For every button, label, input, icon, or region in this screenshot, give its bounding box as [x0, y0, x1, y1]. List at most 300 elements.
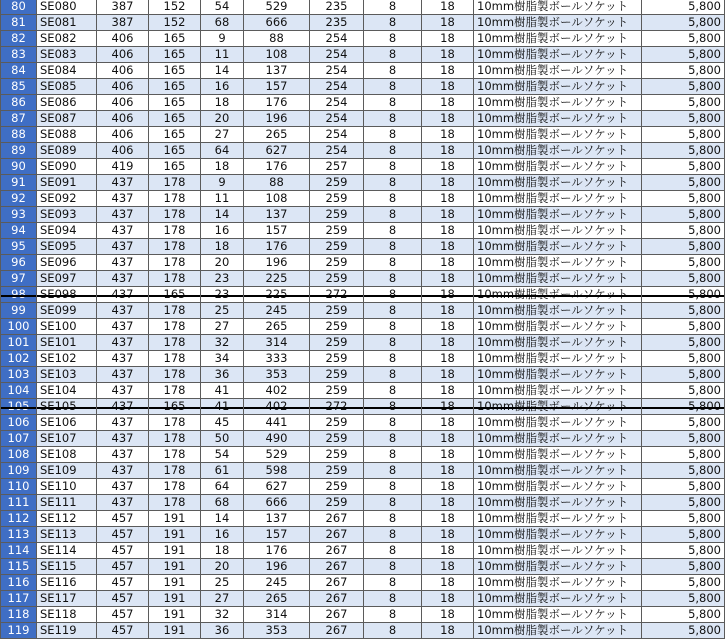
value-cell-a: 406: [97, 63, 149, 79]
product-code-cell: SE081: [37, 15, 97, 31]
value-cell-a: 437: [97, 399, 149, 415]
product-code-cell: SE086: [37, 95, 97, 111]
value-cell-c: 23: [201, 287, 244, 303]
value-cell-f: 8: [364, 223, 422, 239]
value-cell-d: 265: [244, 127, 310, 143]
value-cell-d: 245: [244, 575, 310, 591]
product-name-cell: 10mm樹脂製ボールソケット: [474, 0, 642, 15]
value-cell-a: 437: [97, 335, 149, 351]
value-cell-a: 437: [97, 415, 149, 431]
value-cell-b: 191: [149, 559, 201, 575]
value-cell-e: 272: [310, 287, 364, 303]
value-cell-a: 437: [97, 383, 149, 399]
value-cell-c: 68: [201, 15, 244, 31]
value-cell-d: 402: [244, 383, 310, 399]
value-cell-e: 267: [310, 623, 364, 639]
price-cell: 5,800: [642, 255, 725, 271]
product-code-cell: SE103: [37, 367, 97, 383]
product-code-cell: SE087: [37, 111, 97, 127]
value-cell-c: 23: [201, 271, 244, 287]
value-cell-a: 437: [97, 287, 149, 303]
price-cell: 5,800: [642, 575, 725, 591]
value-cell-c: 20: [201, 255, 244, 271]
value-cell-a: 437: [97, 175, 149, 191]
row-number: 96: [1, 255, 37, 271]
product-name-cell: 10mm樹脂製ボールソケット: [474, 159, 642, 175]
value-cell-c: 20: [201, 111, 244, 127]
value-cell-f: 8: [364, 431, 422, 447]
value-cell-f: 8: [364, 287, 422, 303]
product-name-cell: 10mm樹脂製ボールソケット: [474, 383, 642, 399]
table-body: [1, 0, 725, 639]
value-cell-f: 8: [364, 63, 422, 79]
row-number: 94: [1, 223, 37, 239]
value-cell-b: 178: [149, 319, 201, 335]
value-cell-c: 54: [201, 447, 244, 463]
product-name-cell: 10mm樹脂製ボールソケット: [474, 591, 642, 607]
table-row: [1, 543, 725, 559]
value-cell-b: 191: [149, 527, 201, 543]
value-cell-g: 18: [422, 623, 474, 639]
value-cell-b: 191: [149, 591, 201, 607]
value-cell-e: 259: [310, 271, 364, 287]
value-cell-e: 272: [310, 399, 364, 415]
row-number: 105: [1, 399, 37, 415]
table-row: [1, 367, 725, 383]
value-cell-f: 8: [364, 575, 422, 591]
value-cell-c: 9: [201, 175, 244, 191]
value-cell-g: 18: [422, 319, 474, 335]
product-name-cell: 10mm樹脂製ボールソケット: [474, 623, 642, 639]
product-code-cell: SE104: [37, 383, 97, 399]
product-code-cell: SE093: [37, 207, 97, 223]
price-cell: 5,800: [642, 303, 725, 319]
value-cell-b: 178: [149, 447, 201, 463]
product-name-cell: 10mm樹脂製ボールソケット: [474, 287, 642, 303]
table-row: [1, 383, 725, 399]
value-cell-c: 18: [201, 95, 244, 111]
product-name-cell: 10mm樹脂製ボールソケット: [474, 271, 642, 287]
row-number: 103: [1, 367, 37, 383]
product-code-cell: SE113: [37, 527, 97, 543]
value-cell-g: 18: [422, 591, 474, 607]
product-name-cell: 10mm樹脂製ボールソケット: [474, 559, 642, 575]
table-row: [1, 463, 725, 479]
value-cell-g: 18: [422, 431, 474, 447]
product-name-cell: 10mm樹脂製ボールソケット: [474, 495, 642, 511]
value-cell-b: 178: [149, 239, 201, 255]
value-cell-e: 259: [310, 463, 364, 479]
value-cell-a: 457: [97, 575, 149, 591]
value-cell-f: 8: [364, 111, 422, 127]
value-cell-a: 457: [97, 623, 149, 639]
row-number: 101: [1, 335, 37, 351]
value-cell-a: 419: [97, 159, 149, 175]
value-cell-c: 25: [201, 303, 244, 319]
value-cell-e: 259: [310, 367, 364, 383]
value-cell-d: 137: [244, 207, 310, 223]
value-cell-g: 18: [422, 495, 474, 511]
value-cell-c: 9: [201, 31, 244, 47]
product-code-cell: SE096: [37, 255, 97, 271]
product-name-cell: 10mm樹脂製ボールソケット: [474, 143, 642, 159]
product-name-cell: 10mm樹脂製ボールソケット: [474, 463, 642, 479]
value-cell-g: 18: [422, 527, 474, 543]
price-cell: 5,800: [642, 543, 725, 559]
price-cell: 5,800: [642, 335, 725, 351]
product-name-cell: 10mm樹脂製ボールソケット: [474, 15, 642, 31]
value-cell-c: 11: [201, 47, 244, 63]
value-cell-e: 259: [310, 431, 364, 447]
value-cell-e: 267: [310, 575, 364, 591]
price-cell: 5,800: [642, 319, 725, 335]
value-cell-g: 18: [422, 255, 474, 271]
table-row: [1, 495, 725, 511]
value-cell-g: 18: [422, 79, 474, 95]
row-number: 83: [1, 47, 37, 63]
product-code-cell: SE084: [37, 63, 97, 79]
value-cell-g: 18: [422, 575, 474, 591]
value-cell-f: 8: [364, 527, 422, 543]
row-number: 92: [1, 191, 37, 207]
value-cell-c: 41: [201, 383, 244, 399]
product-code-cell: SE101: [37, 335, 97, 351]
row-number: 110: [1, 479, 37, 495]
value-cell-a: 437: [97, 351, 149, 367]
row-number: 82: [1, 31, 37, 47]
product-code-cell: SE119: [37, 623, 97, 639]
value-cell-b: 178: [149, 271, 201, 287]
value-cell-f: 8: [364, 127, 422, 143]
value-cell-d: 137: [244, 63, 310, 79]
value-cell-g: 18: [422, 367, 474, 383]
value-cell-f: 8: [364, 383, 422, 399]
value-cell-g: 18: [422, 543, 474, 559]
value-cell-e: 259: [310, 319, 364, 335]
product-code-cell: SE097: [37, 271, 97, 287]
product-code-cell: SE082: [37, 31, 97, 47]
value-cell-a: 406: [97, 127, 149, 143]
value-cell-e: 267: [310, 591, 364, 607]
price-cell: 5,800: [642, 399, 725, 415]
value-cell-a: 406: [97, 143, 149, 159]
table-row: [1, 287, 725, 303]
value-cell-g: 18: [422, 303, 474, 319]
row-number: 116: [1, 575, 37, 591]
value-cell-f: 8: [364, 607, 422, 623]
price-cell: 5,800: [642, 95, 725, 111]
table-row: [1, 511, 725, 527]
product-name-cell: 10mm樹脂製ボールソケット: [474, 335, 642, 351]
table-row: [1, 175, 725, 191]
value-cell-c: 36: [201, 623, 244, 639]
price-cell: 5,800: [642, 495, 725, 511]
table-row: [1, 479, 725, 495]
value-cell-f: 8: [364, 623, 422, 639]
price-cell: 5,800: [642, 287, 725, 303]
table-row: [1, 271, 725, 287]
value-cell-d: 157: [244, 527, 310, 543]
value-cell-a: 437: [97, 303, 149, 319]
row-number: 107: [1, 431, 37, 447]
value-cell-d: 666: [244, 15, 310, 31]
value-cell-b: 178: [149, 463, 201, 479]
table-row: [1, 239, 725, 255]
value-cell-g: 18: [422, 223, 474, 239]
value-cell-g: 18: [422, 143, 474, 159]
product-code-cell: SE110: [37, 479, 97, 495]
value-cell-b: 178: [149, 367, 201, 383]
product-code-cell: SE114: [37, 543, 97, 559]
value-cell-e: 267: [310, 607, 364, 623]
value-cell-a: 457: [97, 527, 149, 543]
row-number: 87: [1, 111, 37, 127]
value-cell-c: 61: [201, 463, 244, 479]
value-cell-d: 157: [244, 79, 310, 95]
row-number: 91: [1, 175, 37, 191]
table-row: [1, 0, 725, 15]
value-cell-c: 14: [201, 63, 244, 79]
row-number: 102: [1, 351, 37, 367]
table-row: [1, 159, 725, 175]
value-cell-g: 18: [422, 63, 474, 79]
product-code-cell: SE112: [37, 511, 97, 527]
table-row: [1, 191, 725, 207]
price-cell: 5,800: [642, 511, 725, 527]
value-cell-f: 8: [364, 271, 422, 287]
product-code-cell: SE094: [37, 223, 97, 239]
product-name-cell: 10mm樹脂製ボールソケット: [474, 47, 642, 63]
table-row: [1, 335, 725, 351]
product-code-cell: SE106: [37, 415, 97, 431]
value-cell-c: 27: [201, 591, 244, 607]
product-code-cell: SE083: [37, 47, 97, 63]
price-cell: 5,800: [642, 15, 725, 31]
value-cell-f: 8: [364, 239, 422, 255]
table-row: [1, 47, 725, 63]
value-cell-b: 178: [149, 351, 201, 367]
product-name-cell: 10mm樹脂製ボールソケット: [474, 239, 642, 255]
value-cell-d: 176: [244, 159, 310, 175]
value-cell-a: 406: [97, 95, 149, 111]
row-number: 100: [1, 319, 37, 335]
value-cell-c: 50: [201, 431, 244, 447]
product-code-cell: SE080: [37, 0, 97, 15]
value-cell-b: 191: [149, 575, 201, 591]
price-cell: 5,800: [642, 607, 725, 623]
price-cell: 5,800: [642, 79, 725, 95]
value-cell-d: 666: [244, 495, 310, 511]
value-cell-e: 254: [310, 79, 364, 95]
value-cell-f: 8: [364, 495, 422, 511]
value-cell-e: 259: [310, 223, 364, 239]
value-cell-b: 165: [149, 127, 201, 143]
value-cell-b: 178: [149, 495, 201, 511]
row-number: 99: [1, 303, 37, 319]
value-cell-d: 627: [244, 143, 310, 159]
row-number: 117: [1, 591, 37, 607]
value-cell-c: 36: [201, 367, 244, 383]
value-cell-f: 8: [364, 255, 422, 271]
product-code-cell: SE118: [37, 607, 97, 623]
price-cell: 5,800: [642, 463, 725, 479]
value-cell-a: 437: [97, 255, 149, 271]
table-row: [1, 319, 725, 335]
value-cell-d: 176: [244, 95, 310, 111]
row-number: 98: [1, 287, 37, 303]
value-cell-f: 8: [364, 175, 422, 191]
value-cell-d: 265: [244, 319, 310, 335]
product-name-cell: 10mm樹脂製ボールソケット: [474, 207, 642, 223]
value-cell-g: 18: [422, 335, 474, 351]
price-cell: 5,800: [642, 527, 725, 543]
value-cell-f: 8: [364, 15, 422, 31]
product-name-cell: 10mm樹脂製ボールソケット: [474, 431, 642, 447]
value-cell-c: 16: [201, 527, 244, 543]
value-cell-e: 254: [310, 95, 364, 111]
value-cell-e: 259: [310, 479, 364, 495]
value-cell-d: 176: [244, 543, 310, 559]
value-cell-g: 18: [422, 207, 474, 223]
value-cell-f: 8: [364, 415, 422, 431]
product-name-cell: 10mm樹脂製ボールソケット: [474, 447, 642, 463]
row-number: 89: [1, 143, 37, 159]
price-cell: 5,800: [642, 127, 725, 143]
value-cell-d: 402: [244, 399, 310, 415]
value-cell-d: 108: [244, 191, 310, 207]
product-code-cell: SE098: [37, 287, 97, 303]
value-cell-g: 18: [422, 239, 474, 255]
value-cell-d: 245: [244, 303, 310, 319]
product-name-cell: 10mm樹脂製ボールソケット: [474, 575, 642, 591]
value-cell-b: 165: [149, 95, 201, 111]
product-code-cell: SE090: [37, 159, 97, 175]
table-row: [1, 207, 725, 223]
value-cell-g: 18: [422, 447, 474, 463]
price-cell: 5,800: [642, 383, 725, 399]
row-number: 113: [1, 527, 37, 543]
row-number: 114: [1, 543, 37, 559]
value-cell-c: 16: [201, 223, 244, 239]
price-cell: 5,800: [642, 351, 725, 367]
product-name-cell: 10mm樹脂製ボールソケット: [474, 367, 642, 383]
value-cell-e: 267: [310, 527, 364, 543]
value-cell-a: 437: [97, 479, 149, 495]
value-cell-c: 18: [201, 159, 244, 175]
value-cell-c: 20: [201, 559, 244, 575]
price-cell: 5,800: [642, 591, 725, 607]
product-name-cell: 10mm樹脂製ボールソケット: [474, 95, 642, 111]
value-cell-b: 165: [149, 143, 201, 159]
value-cell-a: 437: [97, 239, 149, 255]
product-name-cell: 10mm樹脂製ボールソケット: [474, 255, 642, 271]
value-cell-c: 32: [201, 607, 244, 623]
value-cell-f: 8: [364, 95, 422, 111]
value-cell-d: 196: [244, 559, 310, 575]
value-cell-c: 16: [201, 79, 244, 95]
value-cell-c: 68: [201, 495, 244, 511]
value-cell-b: 191: [149, 511, 201, 527]
row-number: 106: [1, 415, 37, 431]
product-name-cell: 10mm樹脂製ボールソケット: [474, 607, 642, 623]
value-cell-g: 18: [422, 175, 474, 191]
value-cell-d: 529: [244, 447, 310, 463]
table-row: [1, 575, 725, 591]
value-cell-e: 259: [310, 191, 364, 207]
value-cell-a: 437: [97, 319, 149, 335]
table-row: [1, 399, 725, 415]
value-cell-b: 178: [149, 431, 201, 447]
value-cell-d: 353: [244, 623, 310, 639]
value-cell-b: 178: [149, 335, 201, 351]
value-cell-f: 8: [364, 319, 422, 335]
price-cell: 5,800: [642, 159, 725, 175]
price-cell: 5,800: [642, 559, 725, 575]
product-name-cell: 10mm樹脂製ボールソケット: [474, 303, 642, 319]
product-name-cell: 10mm樹脂製ボールソケット: [474, 511, 642, 527]
value-cell-e: 259: [310, 495, 364, 511]
value-cell-a: 437: [97, 431, 149, 447]
value-cell-a: 437: [97, 271, 149, 287]
value-cell-e: 259: [310, 351, 364, 367]
value-cell-d: 490: [244, 431, 310, 447]
value-cell-a: 406: [97, 79, 149, 95]
value-cell-d: 333: [244, 351, 310, 367]
value-cell-d: 314: [244, 607, 310, 623]
value-cell-e: 235: [310, 15, 364, 31]
table-row: [1, 79, 725, 95]
row-number: 93: [1, 207, 37, 223]
value-cell-c: 11: [201, 191, 244, 207]
product-name-cell: 10mm樹脂製ボールソケット: [474, 479, 642, 495]
row-number: 97: [1, 271, 37, 287]
value-cell-a: 437: [97, 191, 149, 207]
table-row: [1, 447, 725, 463]
price-cell: 5,800: [642, 191, 725, 207]
value-cell-e: 254: [310, 63, 364, 79]
product-name-cell: 10mm樹脂製ボールソケット: [474, 527, 642, 543]
value-cell-d: 225: [244, 271, 310, 287]
value-cell-g: 18: [422, 159, 474, 175]
table-row: [1, 607, 725, 623]
row-number: 112: [1, 511, 37, 527]
product-code-cell: SE092: [37, 191, 97, 207]
value-cell-a: 437: [97, 495, 149, 511]
value-cell-c: 18: [201, 239, 244, 255]
product-code-cell: SE095: [37, 239, 97, 255]
value-cell-a: 457: [97, 543, 149, 559]
value-cell-b: 191: [149, 543, 201, 559]
value-cell-g: 18: [422, 47, 474, 63]
value-cell-a: 406: [97, 31, 149, 47]
value-cell-d: 88: [244, 31, 310, 47]
value-cell-f: 8: [364, 543, 422, 559]
row-number: 86: [1, 95, 37, 111]
table-row: [1, 431, 725, 447]
table-row: [1, 591, 725, 607]
value-cell-e: 259: [310, 415, 364, 431]
value-cell-g: 18: [422, 463, 474, 479]
value-cell-b: 165: [149, 79, 201, 95]
value-cell-d: 108: [244, 47, 310, 63]
product-code-cell: SE115: [37, 559, 97, 575]
value-cell-b: 178: [149, 255, 201, 271]
table-row: [1, 415, 725, 431]
value-cell-e: 254: [310, 47, 364, 63]
product-name-cell: 10mm樹脂製ボールソケット: [474, 127, 642, 143]
value-cell-f: 8: [364, 479, 422, 495]
value-cell-e: 254: [310, 111, 364, 127]
